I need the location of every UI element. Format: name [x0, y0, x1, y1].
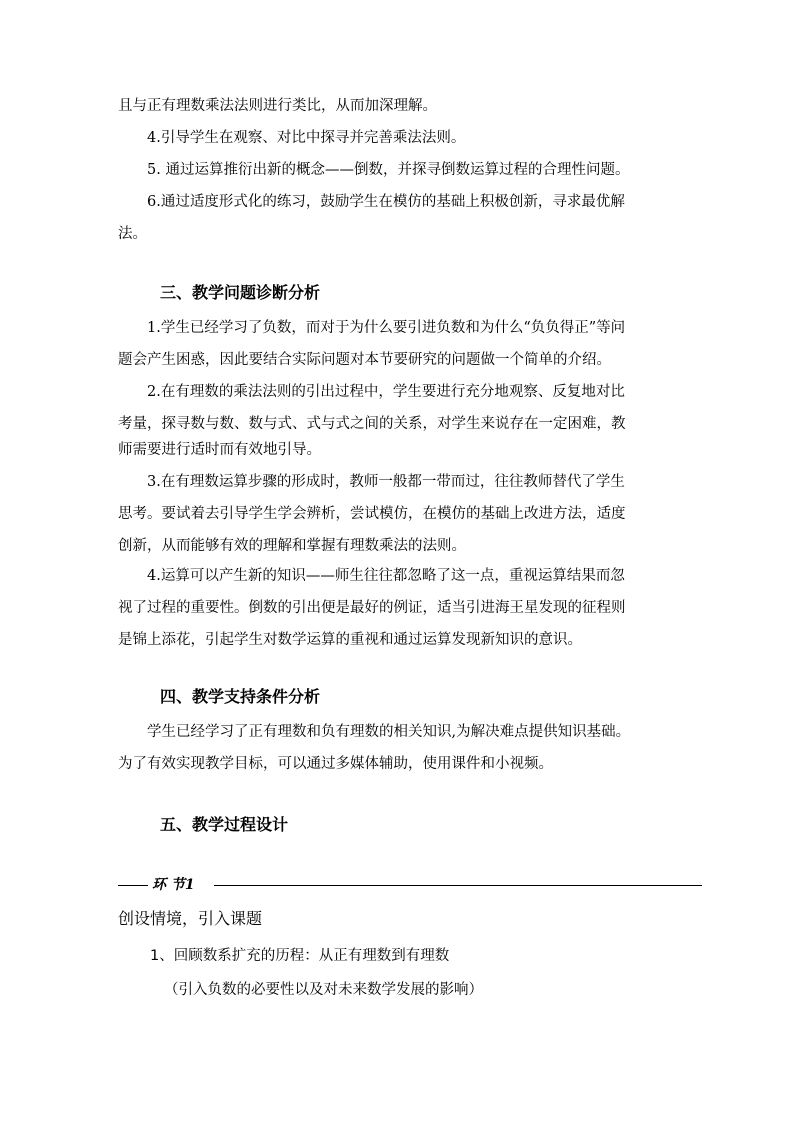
divider-rule-right — [214, 885, 702, 886]
paragraph-line: 且与正有理数乘法法则进行类比，从而加深理解。 — [118, 98, 437, 114]
objective-item-6-cont: 法。 — [118, 226, 147, 242]
segment-divider — [118, 875, 702, 895]
section-5-heading: 五、教学过程设计 — [160, 815, 289, 834]
segment-label: 环 节1 — [152, 877, 195, 893]
s3-p3-line2: 思考。要试着去引导学生学会辨析，尝试模仿，在模仿的基础上改进方法，适度 — [118, 506, 626, 522]
s4-line2: 为了有效实现教学目标，可以通过多媒体辅助，使用课件和小视频。 — [118, 756, 553, 772]
section-3-heading: 三、教学问题诊断分析 — [160, 283, 321, 302]
s3-p1-line1: 1.学生已经学习了负数，而对于为什么要引进负数和为什么“负负得正”等问 — [147, 320, 626, 336]
objective-item-5: 5. 通过运算推衍出新的概念——倒数，并探寻倒数运算过程的合理性问题。 — [147, 162, 630, 178]
s3-p4-line1: 4.运算可以产生新的知识——师生往往都忽略了这一点，重视运算结果而忽 — [147, 568, 625, 584]
s3-p3-line3: 创新，从而能够有效的理解和掌握有理数乘法的法则。 — [118, 538, 466, 554]
s5-item-1-note: （引入负数的必要性以及对未来数学发展的影响） — [164, 982, 483, 998]
s3-p1-line2: 题会产生困惑，因此要结合实际问题对本节要研究的问题做一个简单的介绍。 — [118, 352, 611, 368]
s3-p2-line1: 2.在有理数的乘法法则的引出过程中，学生要进行充分地观察、反复地对比 — [147, 384, 625, 400]
divider-rule-left — [118, 885, 148, 886]
s3-p2-line2: 考量，探寻数与数、数与式、式与式之间的关系，对学生来说存在一定困难，教 — [118, 416, 626, 432]
objective-item-4: 4.引导学生在观察、对比中探寻并完善乘法法则。 — [147, 130, 466, 146]
s3-p2-line3: 师需要进行适时而有效地引导。 — [118, 442, 321, 458]
s3-p4-line3: 是锦上添花，引起学生对数学运算的重视和通过运算发现新知识的意识。 — [118, 632, 582, 648]
segment-title: 创设情境，引入课题 — [118, 909, 263, 928]
s4-line1: 学生已经学习了正有理数和负有理数的相关知识,为解决难点提供知识基础。 — [147, 724, 631, 740]
objective-item-6: 6.通过适度形式化的练习，鼓励学生在模仿的基础上积极创新，寻求最优解 — [147, 194, 625, 210]
s3-p4-line2: 视了过程的重要性。倒数的引出便是最好的例证，适当引进海王星发现的征程则 — [118, 600, 626, 616]
s5-item-1: 1、回顾数系扩充的历程：从正有理数到有理数 — [150, 948, 450, 964]
s3-p3-line1: 3.在有理数运算步骤的形成时，教师一般都一带而过，往往教师替代了学生 — [147, 474, 625, 490]
section-4-heading: 四、教学支持条件分析 — [160, 687, 321, 706]
